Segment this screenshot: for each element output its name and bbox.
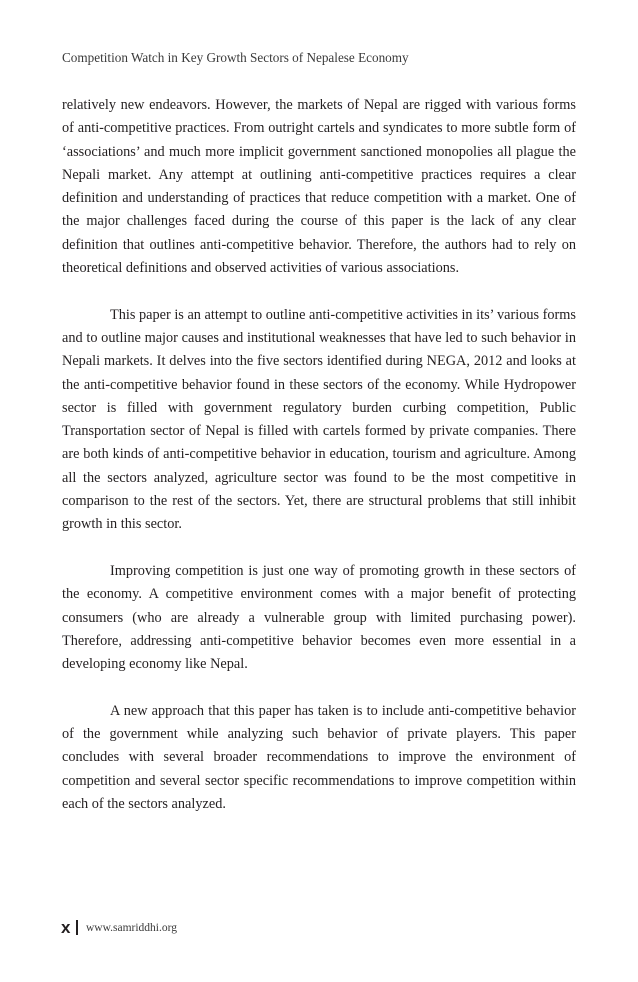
paragraph-new-approach: A new approach that this paper has taken is to include anti-competitive behavior of the government while analyzing such behavior of private players. This paper concludes with several broader recommendations to improve the environment of competition and several sector specific recommendations to improve competition within each of the sectors analyzed.	[62, 702, 576, 812]
running-header: Competition Watch in Key Growth Sectors of Nepalese Economy	[62, 50, 409, 65]
paragraph-continuation: relatively new endeavors. However, the markets of Nepal are rigged with various forms of anti-competitive practices. From outright cartels and syndicates to more subtle form of ‘associations’ and much more implicit government sanctioned monopolies all plague the Nepali market. Any attempt at outlining anti-competitive practices requires a clear definition and understanding of practices that reduce competition with a market. One of the major challenges faced during the course of this paper is the lack of any clear definition that outlines anti-competitive behavior. Therefore, the authors had to rely on theoretical definitions and observed activities of various associations.	[62, 97, 576, 277]
footer-url: www.samriddhi.org	[85, 921, 178, 934]
paragraph-sectors-overview: This paper is an attempt to outline anti-competitive activities in its’ various forms and to outline major causes and institutional weaknesses that have led to such behavior in Nepali markets. It delves into the five sectors identified during NEGA, 2012 and looks at the anti-competitive behavior found in these sectors of the economy. While Hydropower sector is filled with government regulatory burden curbing competition, Public Transportation sector of Nepal is filled with cartels formed by private companies. There are both kinds of anti-competitive behavior in education, tourism and agriculture. Among all the sectors analyzed, agriculture sector was found to be the most competitive in comparison to the rest of the sectors. Yet, there are structural problems that still inhibit growth in this sector.	[62, 306, 576, 533]
footer-divider	[76, 920, 78, 935]
paragraph-improving-competition: Improving competition is just one way of promoting growth in these sectors of the economy. A competitive environment comes with a major benefit of protecting consumers (who are already a vulnerable group with limited purchasing power). Therefore, addressing anti-competitive behavior becomes even more essential in a developing economy like Nepal.	[62, 562, 576, 673]
page-footer	[61, 919, 177, 936]
body-text	[62, 94, 576, 840]
page-number: x	[61, 918, 71, 937]
